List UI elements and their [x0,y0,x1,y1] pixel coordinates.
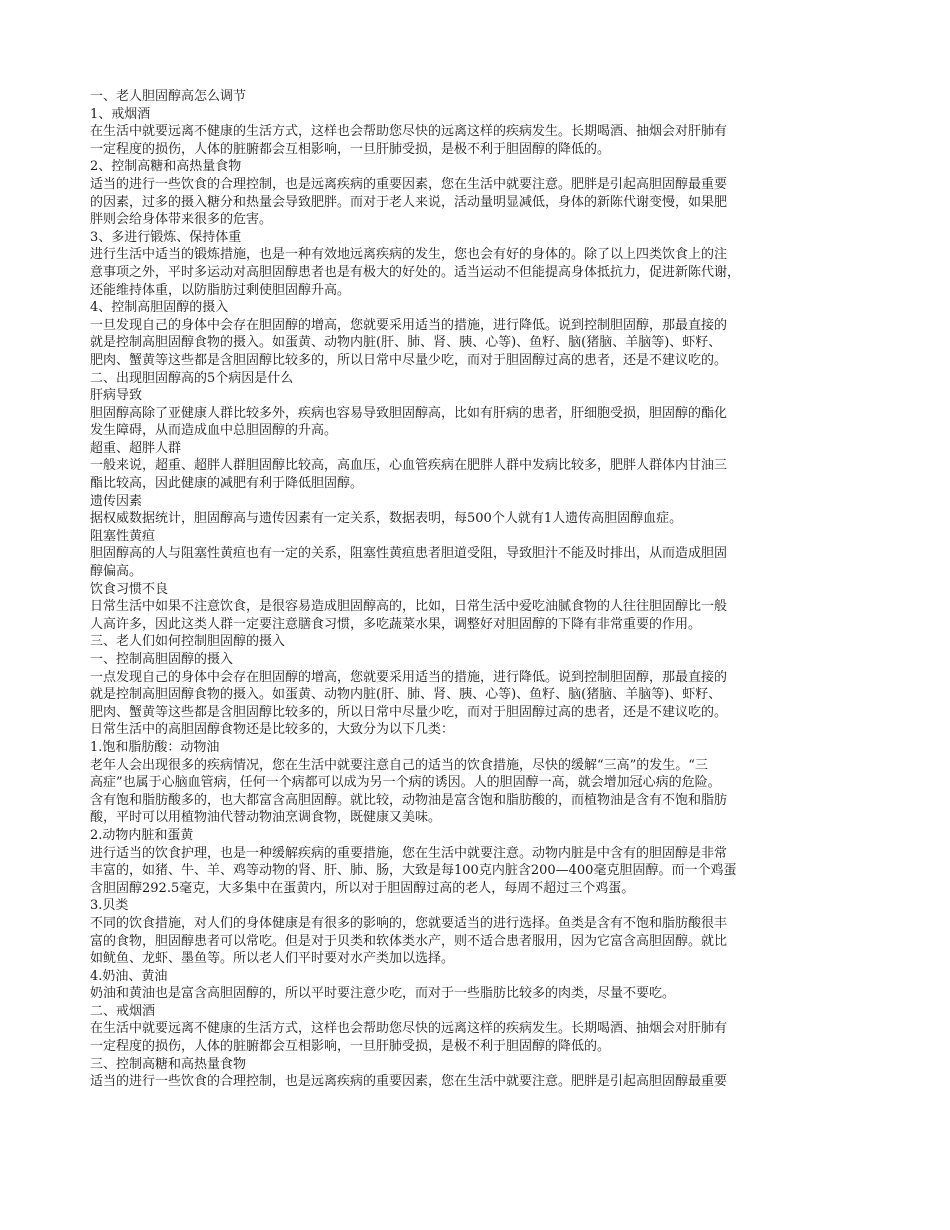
text-line: 老年人会出现很多的疾病情况，您在生活中就要注意自己的适当的饮食措施，尽快的缓解“三高”的发生。“三 [90,757,708,773]
text-line: 一定程度的损伤，人体的脏腑都会互相影响，一旦肝肺受损，是极不利于胆固醇的降低的。 [90,1039,611,1055]
text-line: 就是控制高胆固醇食物的摄入。如蛋黄、动物内脏(肝、肺、肾、胰、心等)、鱼籽、脑(猪脑、羊脑等)、虾籽、 [90,687,722,703]
text-line: 含有饱和脂肪酸多的，也大都富含高胆固醇。就比较，动物油是富含饱和脂肪酸的，而植物油是含有不饱和脂肪 [90,792,728,808]
text-line: 1、戒烟酒 [90,106,151,122]
text-line: 3、多进行锻炼、保持体重 [90,229,242,245]
text-line: 阻塞性黄疸 [90,528,156,544]
text-line: 含胆固醇292.5毫克，大多集中在蛋黄内，所以对于胆固醇过高的老人，每周不超过三个鸡蛋。 [90,880,635,896]
text-line: 一旦发现自己的身体中会存在胆固醇的增高，您就要采用适当的措施，进行降低。说到控制胆固醇，那最直接的 [90,317,728,333]
text-line: 据权威数据统计，胆固醇高与遗传因素有一定关系，数据表明，每500个人就有1人遗传高胆固醇血症。 [90,511,683,527]
text-line: 适当的进行一些饮食的合理控制，也是远离疾病的重要因素，您在生活中就要注意。肥胖是引起高胆固醇最重要 [90,1074,728,1090]
text-line: 如鱿鱼、龙虾、墨鱼等。所以老人们平时要对水产类加以选择。 [90,951,455,967]
text-line: 富的食物，胆固醇患者可以常吃。但是对于贝类和软体类水产，则不适合患者服用，因为它富含高胆固醇。就比 [90,933,728,949]
text-line: 一般来说，超重、超胖人群胆固醇比较高，高血压，心血管疾病在肥胖人群中发病比较多，肥胖人群体内甘油三 [90,458,728,474]
text-line: 在生活中就要远离不健康的生活方式，这样也会帮助您尽快的远离这样的疾病发生。长期喝酒、抽烟会对肝肺有 [90,124,728,140]
text-line: 三、控制高糖和高热量食物 [90,1056,247,1072]
text-line: 酸，平时可以用植物油代替动物油烹调食物，既健康又美味。 [90,810,442,826]
text-line: 不同的饮食措施，对人们的身体健康是有很多的影响的，您就要适当的进行选择。鱼类是含有不饱和脂肪酸很丰 [90,915,728,931]
text-line: 酯比较高，因此健康的减肥有利于降低胆固醇。 [90,476,364,492]
text-line: 遗传因素 [90,493,143,509]
text-line: 2.动物内脏和蛋黄 [90,827,194,843]
text-line: 一、老人胆固醇高怎么调节 [90,89,247,104]
text-line: 3.贝类 [90,898,129,914]
text-line: 一、控制高胆固醇的摄入 [90,652,234,667]
text-line: 三、老人们如何控制胆固醇的摄入 [90,634,286,650]
text-line: 进行生活中适当的锻炼措施，也是一种有效地远离疾病的发生，您也会有好的身体的。除了以上四类饮食上的注 [90,247,728,263]
text-line: 日常生活中如果不注意饮食，是很容易造成胆固醇高的，比如，日常生活中爱吃油腻食物的人往往胆固醇比一般 [90,599,728,615]
text-line: 胖则会给身体带来很多的危害。 [90,212,273,228]
text-line: 二、出现胆固醇高的5个病因是什么 [90,370,294,386]
text-line: 1.饱和脂肪酸：动物油 [90,739,220,755]
text-line: 就是控制高胆固醇食物的摄入。如蛋黄、动物内脏(肝、肺、肾、胰、心等)、鱼籽、脑(猪脑、羊脑等)、虾籽、 [90,335,722,351]
text-line: 高症”也属于心脑血管病，任何一个病都可以成为另一个病的诱因。人的胆固醇一高，就会增加冠心病的危险。 [90,775,721,791]
text-line: 胆固醇高的人与阻塞性黄疸也有一定的关系，阻塞性黄疸患者胆道受阻，导致胆汁不能及时排出，从而造成胆固 [90,546,728,562]
text-line: 肥肉、蟹黄等这些都是含胆固醇比较多的，所以日常中尽量少吃，而对于胆固醇过高的患者，还是不建议吃的。 [90,352,728,368]
text-line: 二、戒烟酒 [90,1003,156,1019]
document-body [90,88,860,1091]
text-line: 一点发现自己的身体中会存在胆固醇的增高，您就要采用适当的措施，进行降低。说到控制胆固醇，那最直接的 [90,669,728,685]
text-line: 胆固醇高除了亚健康人群比较多外，疾病也容易导致胆固醇高，比如有肝病的患者，肝细胞受损，胆固醇的酯化 [90,405,728,421]
text-line: 日常生活中的高胆固醇食物还是比较多的，大致分为以下几类： [90,722,455,738]
text-line: 2、控制高糖和高热量食物 [90,159,242,175]
text-line: 适当的进行一些饮食的合理控制，也是远离疾病的重要因素，您在生活中就要注意。肥胖是引起高胆固醇最重要 [90,176,728,192]
text-line: 肝病导致 [90,388,143,404]
text-line: 进行适当的饮食护理，也是一种缓解疾病的重要措施，您在生活中就要注意。动物内脏是中含有的胆固醇是非常 [90,845,728,861]
text-line: 一定程度的损伤，人体的脏腑都会互相影响，一旦肝肺受损，是极不利于胆固醇的降低的。 [90,141,611,157]
text-line: 超重、超胖人群 [90,440,182,456]
text-line: 丰富的，如猪、牛、羊、鸡等动物的肾、肝、肺、肠，大致是每100克内脏含200—400毫克胆固醇。而一个鸡蛋 [90,863,737,879]
text-line: 4、控制高胆固醇的摄入 [90,300,229,316]
text-line: 还能维持体重，以防脂肪过剩使胆固醇升高。 [90,282,351,298]
text-line: 人高许多，因此这类人群一定要注意膳食习惯，多吃蔬菜水果，调整好对胆固醇的下降有非常重要的作用。 [90,616,702,632]
text-line: 醇偏高。 [90,564,143,580]
text-line: 发生障碍，从而造成血中总胆固醇的升高。 [90,423,338,439]
text-line: 意事项之外，平时多运动对高胆固醇患者也是有极大的好处的。适当运动不但能提高身体抵抗力，促进新陈代谢， [90,264,741,280]
text-line: 奶油和黄油也是富含高胆固醇的，所以平时要注意少吃，而对于一些脂肪比较多的肉类，尽量不要吃。 [90,986,676,1002]
text-line: 的因素，过多的摄入糖分和热量会导致肥胖。而对于老人来说，活动量明显减低，身体的新陈代谢变慢，如果肥 [90,194,728,210]
text-line: 肥肉、蟹黄等这些都是含胆固醇比较多的，所以日常中尽量少吃，而对于胆固醇过高的患者，还是不建议吃的。 [90,704,728,720]
text-line: 饮食习惯不良 [90,581,169,597]
text-line: 4.奶油、黄油 [90,968,168,984]
text-line: 在生活中就要远离不健康的生活方式，这样也会帮助您尽快的远离这样的疾病发生。长期喝酒、抽烟会对肝肺有 [90,1021,728,1037]
